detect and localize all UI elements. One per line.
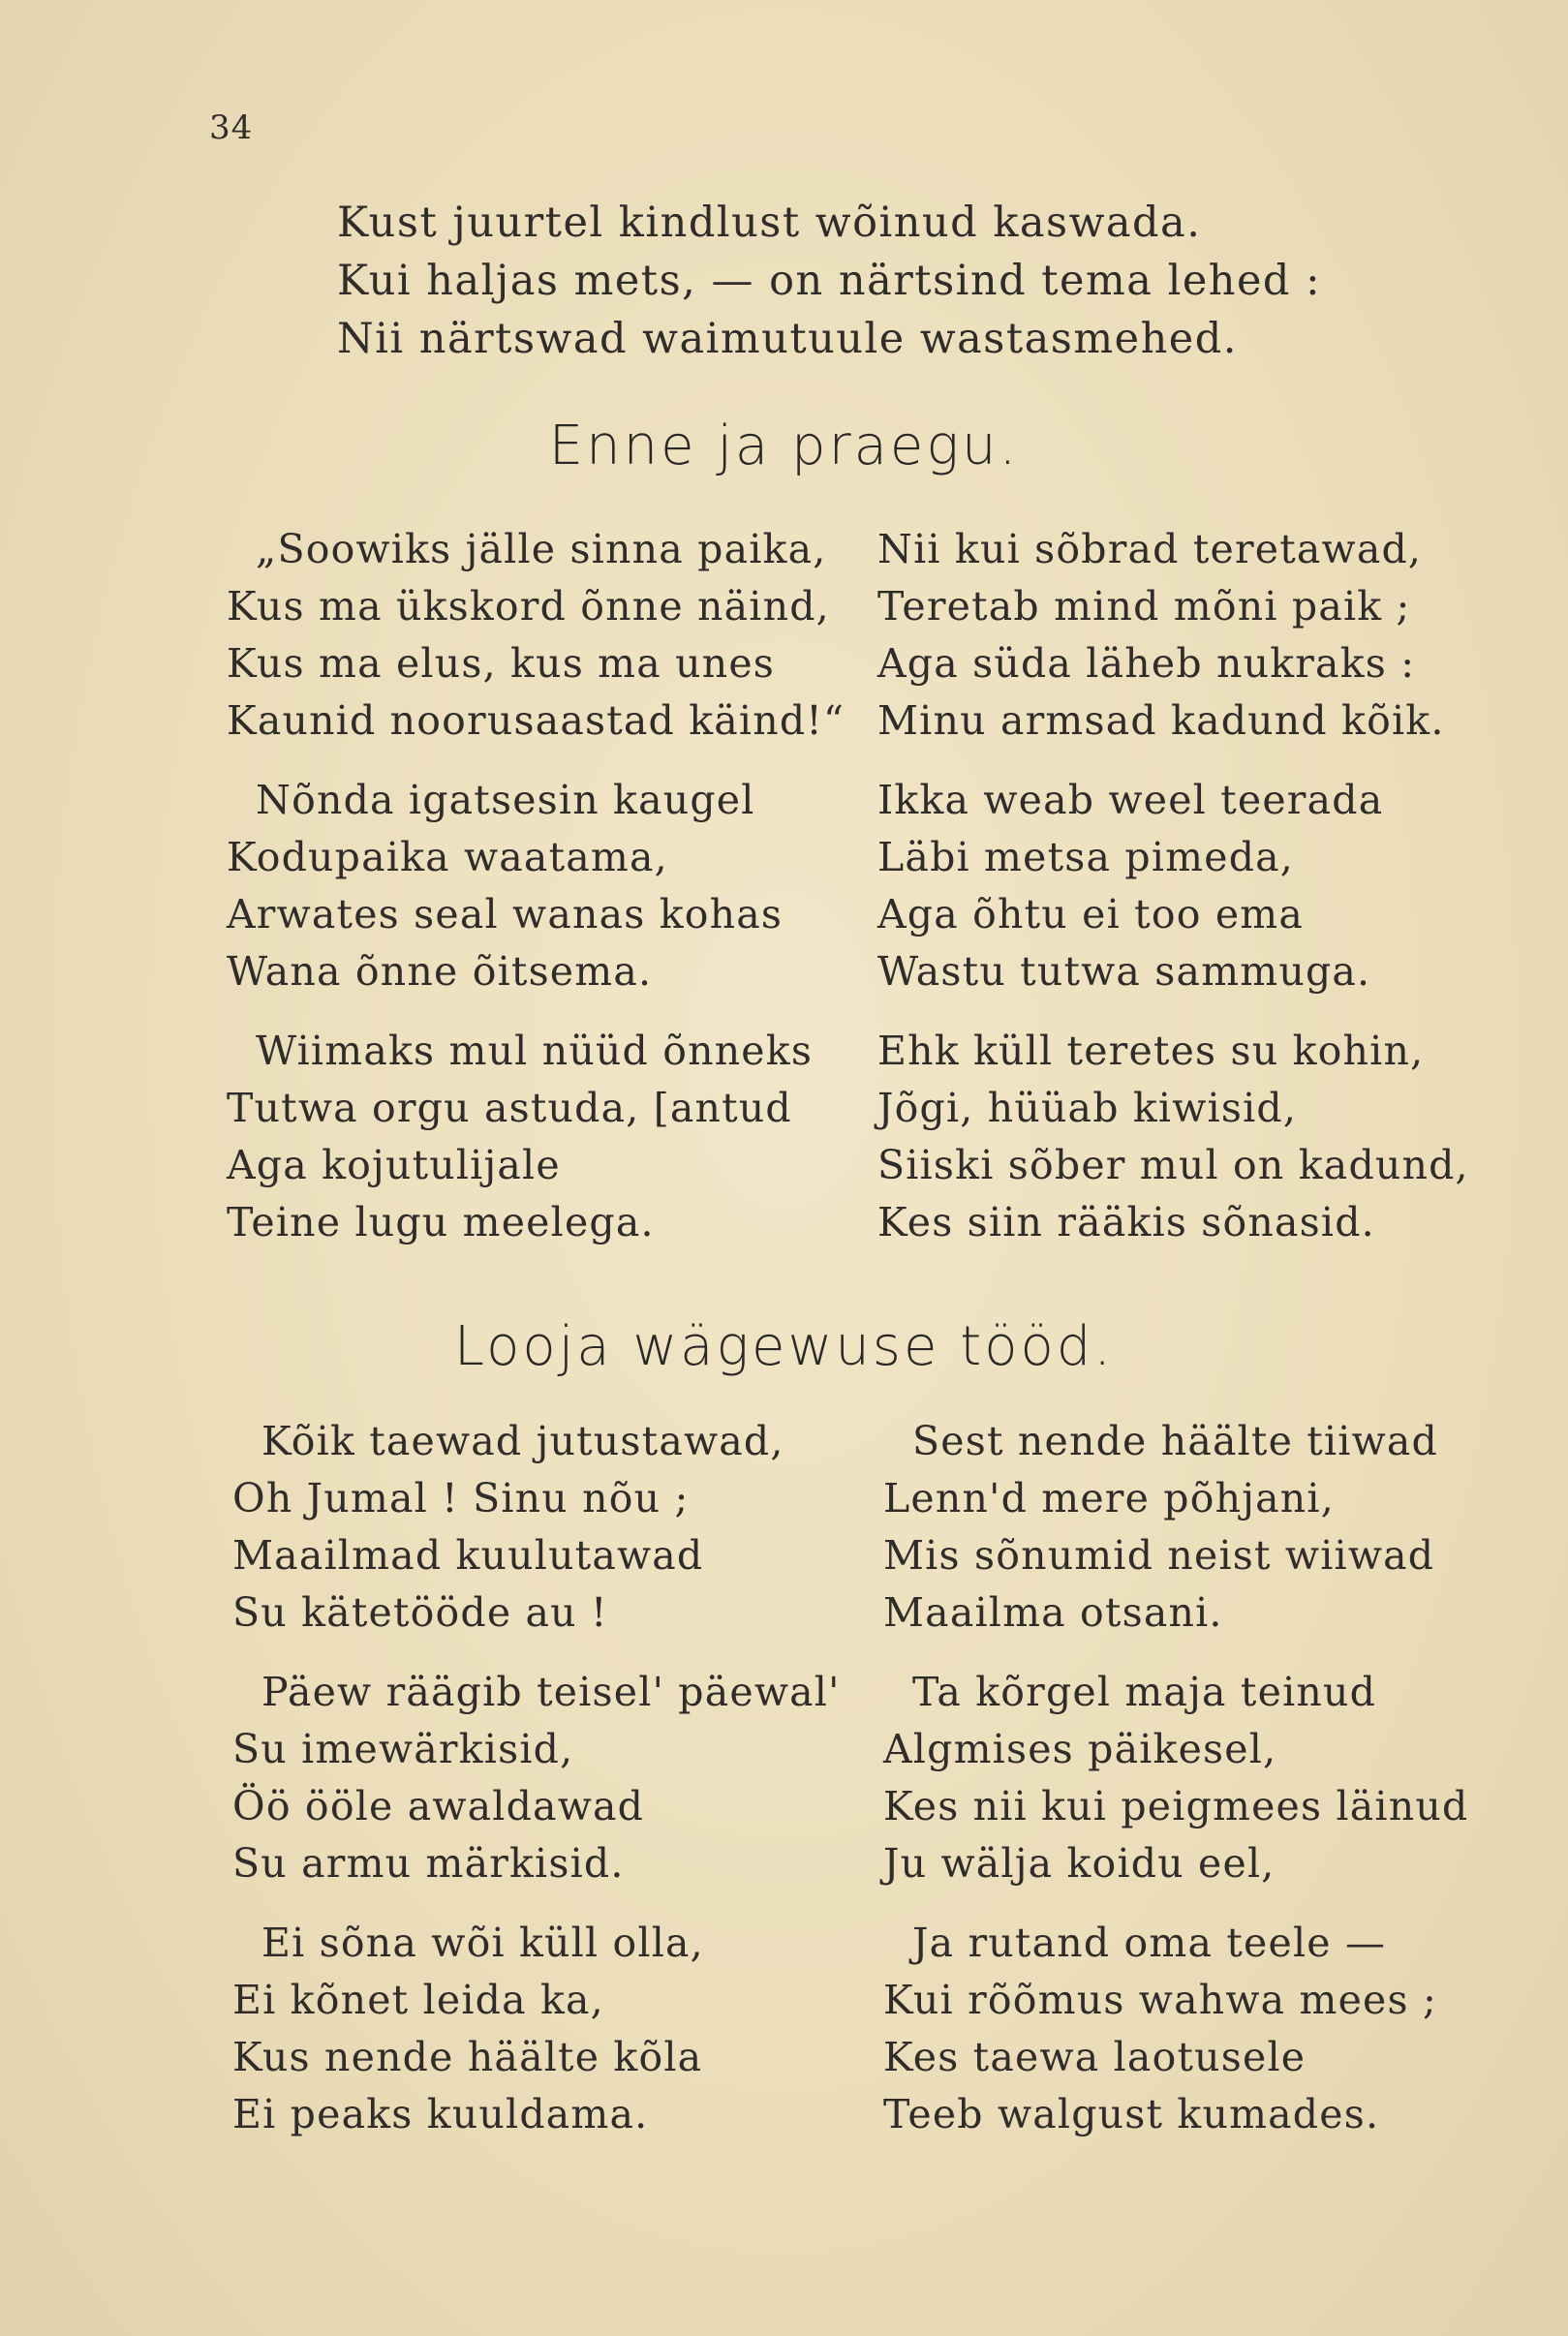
verse-line: Maailmad kuulutawad <box>232 1532 704 1579</box>
verse-line: Kes siin rääkis sõnasid. <box>877 1199 1375 1245</box>
verse-line: Wana õnne õitsema. <box>227 948 653 995</box>
verse-line: Wiimaks mul nüüd õnneks <box>256 1028 814 1074</box>
verse-line: Su kätetööde au ! <box>232 1589 608 1636</box>
verse-line: Tutwa orgu astuda, [antud <box>227 1085 792 1131</box>
verse-line: Päew räägib teisel' päewal' <box>261 1669 841 1715</box>
verse-line: Kus ma ükskord õnne näind, <box>227 583 830 630</box>
stanza <box>883 1664 1468 1892</box>
page-number: 34 <box>209 108 254 147</box>
verse-line: Kaunid noorusaastad käind!“ <box>227 697 845 744</box>
stanza <box>232 1413 784 1642</box>
verse-line: Jõgi, hüüab kiwisid, <box>877 1085 1298 1131</box>
verse-line: Maailma otsani. <box>883 1589 1223 1636</box>
verse-line: Kõik taewad jutustawad, <box>261 1418 784 1464</box>
verse-line: Mis sõnumid neist wiiwad <box>883 1532 1435 1579</box>
verse-line: Oh Jumal ! Sinu nõu ; <box>232 1475 690 1521</box>
verse-line: Kui rõõmus wahwa mees ; <box>883 1977 1438 2023</box>
verse-line: Kust juurtel kindlust wõinud kaswada. <box>337 199 1202 247</box>
verse-line: Sest nende häälte tiiwad <box>912 1418 1438 1464</box>
verse-line: Kes taewa laotusele <box>883 2034 1307 2080</box>
intro-verse <box>337 194 1321 368</box>
stanza <box>227 1023 813 1251</box>
verse-line: „Soowiks jälle sinna paika, <box>256 526 827 572</box>
verse-line: Aga kojutulijale <box>227 1142 561 1188</box>
verse-line: Ei sõna wõi küll olla, <box>261 1920 704 1966</box>
verse-line: Öö ööle awaldawad <box>232 1783 645 1829</box>
verse-line: Lenn'd mere põhjani, <box>883 1475 1335 1521</box>
verse-line: Aga süda läheb nukraks : <box>877 640 1416 687</box>
stanza <box>877 521 1445 750</box>
stanza <box>227 772 783 1000</box>
verse-line: Su imewärkisid, <box>232 1726 574 1772</box>
verse-line: Kus ma elus, kus ma unes <box>227 640 776 687</box>
verse-line: Arwates seal wanas kohas <box>227 891 784 937</box>
verse-line: Ehk küll teretes su kohin, <box>877 1028 1425 1074</box>
verse-line: Läbi metsa pimeda, <box>877 834 1295 880</box>
verse-line: Ikka weab weel teerada <box>877 777 1384 823</box>
poem-title: Enne ja praegu. <box>548 415 1020 477</box>
verse-line: Ju wälja koidu eel, <box>883 1840 1276 1887</box>
verse-line: Teine lugu meelega. <box>227 1199 655 1245</box>
poem-title: Looja wägewuse tööd. <box>453 1315 1115 1378</box>
verse-line: Kes nii kui peigmees läinud <box>883 1783 1469 1829</box>
verse-line: Ta kõrgel maja teinud <box>912 1669 1377 1715</box>
verse-line: Ei peaks kuuldama. <box>232 2091 649 2137</box>
verse-line: Ja rutand oma teele — <box>912 1920 1387 1966</box>
verse-line: Kui haljas mets, — on närtsind tema lehed : <box>337 257 1322 305</box>
verse-line: Minu armsad kadund kõik. <box>877 697 1445 744</box>
verse-line: Kus nende häälte kõla <box>232 2034 703 2080</box>
verse-line: Aga õhtu ei too ema <box>877 891 1305 937</box>
verse-line: Siiski sõber mul on kadund, <box>877 1142 1469 1188</box>
stanza <box>232 1915 704 2143</box>
verse-line: Teretab mind mõni paik ; <box>877 583 1411 630</box>
verse-line: Nii kui sõbrad teretawad, <box>877 526 1423 572</box>
verse-line: Kodupaika waatama, <box>227 834 668 880</box>
stanza <box>877 1023 1469 1251</box>
verse-line: Nõnda igatsesin kaugel <box>256 777 755 823</box>
verse-line: Su armu märkisid. <box>232 1840 625 1887</box>
stanza <box>883 1915 1437 2143</box>
verse-line: Ei kõnet leida ka, <box>232 1977 604 2023</box>
verse-line: Nii närtswad waimutuule wastasmehed. <box>337 315 1238 363</box>
stanza <box>877 772 1383 1000</box>
verse-line: Wastu tutwa sammuga. <box>877 948 1371 995</box>
stanza <box>227 521 845 750</box>
verse-line: Teeb walgust kumades. <box>883 2091 1380 2137</box>
stanza <box>232 1664 841 1892</box>
stanza <box>883 1413 1438 1642</box>
verse-line: Algmises päikesel, <box>883 1726 1277 1772</box>
